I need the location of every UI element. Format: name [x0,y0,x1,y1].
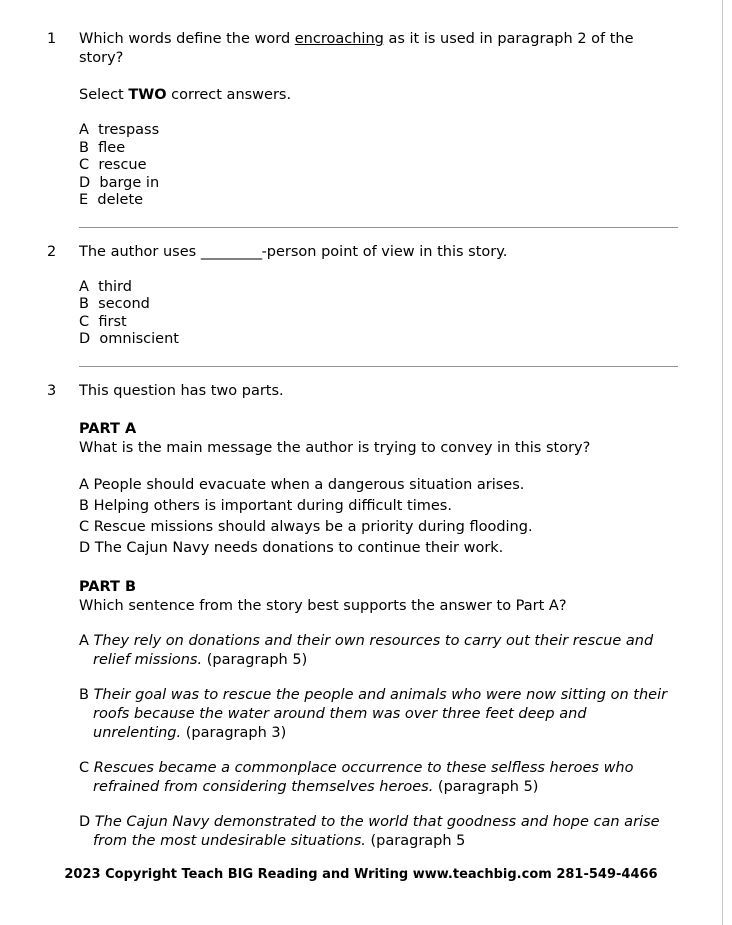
question-3 [44,382,678,851]
question-1-instruction-emphasis: TWO [128,87,167,103]
option-text: The Cajun Navy needs donations to continue their work. [94,539,504,556]
option-text: second [98,296,150,312]
part-a-option-c[interactable] [79,517,678,538]
question-2-options [79,279,678,349]
option-text: first [98,313,127,330]
part-a-option-b[interactable] [79,496,678,517]
question-1-stem [79,30,678,68]
spacer [44,228,678,243]
option-text: third [98,278,132,295]
option-text: omniscient [99,331,179,347]
question-2-option-c[interactable] [79,314,678,332]
question-2-stem-part2: -person point of view in this story. [261,243,508,260]
part-a-option-a[interactable] [79,475,678,496]
option-quote: They rely on donations and their own resources to carry out their rescue and relief missions. [93,632,654,668]
option-citation: (paragraph 5 [365,832,466,849]
option-letter: D [79,174,91,191]
spacer [44,367,678,382]
option-text: trespass [98,122,160,138]
question-1-options [79,122,678,210]
option-text: barge in [99,174,160,191]
option-letter: C [79,759,90,776]
option-citation: (paragraph 5) [202,651,308,668]
question-1-option-c[interactable] [79,157,678,175]
part-b-option-c[interactable] [79,759,678,797]
option-citation: (paragraph 5) [433,778,539,795]
option-letter: B [79,139,89,156]
option-quote: Their goal was to rescue the people and animals who were now sitting on their roofs because the water around them was over three feet deep and unrelenting. [93,686,668,741]
option-letter: B [79,497,89,514]
question-1-number: 1 [47,31,57,47]
part-a-prompt: What is the main message the author is trying to convey in this story? [79,439,591,456]
question-2-option-d[interactable] [79,331,678,349]
question-1-option-d[interactable] [79,175,678,193]
part-b-option-a[interactable] [79,632,678,670]
option-text: rescue [98,157,147,173]
option-citation: (paragraph 3) [181,724,287,741]
question-2-stem-part1: The author uses [79,243,201,260]
question-1-option-b[interactable] [79,140,678,158]
option-quote: Rescues became a commonplace occurrence to these selfless heroes who refrained from considering themselves heroes. [93,759,634,795]
option-letter: A [79,632,89,649]
question-3-number: 3 [47,382,57,399]
question-1-instruction-part1: Select [79,87,129,103]
option-letter: E [79,192,89,208]
option-letter: C [79,157,90,173]
question-2-fill-in-blank: _________ [200,243,262,260]
part-a-option-d[interactable] [79,538,678,559]
option-letter: C [79,518,90,535]
part-a-heading: PART A [79,420,137,437]
question-1-option-e[interactable] [79,192,678,210]
question-1-instruction [79,86,678,105]
option-letter: D [79,813,91,830]
question-1-instruction-part2: correct answers. [166,87,292,103]
option-text: Helping others is important during difficult times. [93,497,452,514]
page-edge-line [722,0,723,925]
question-2 [44,243,678,349]
part-b-option-b[interactable] [79,686,678,743]
question-1-vocab-term: encroaching [294,31,384,47]
question-3-stem: This question has two parts. [79,382,284,399]
option-text: People should evacuate when a dangerous situation arises. [93,476,525,493]
question-2-number: 2 [47,243,57,260]
option-letter: A [79,122,89,138]
part-a-options [79,475,678,559]
question-2-option-b[interactable] [79,296,678,314]
option-text: Rescue missions should always be a priority during flooding. [93,518,533,535]
part-b-option-d[interactable] [79,813,678,851]
question-2-option-a[interactable] [79,279,678,297]
option-letter: B [79,296,89,312]
option-letter: B [79,686,89,703]
question-1-stem-part2: as it is used in paragraph 2 of the story? [79,31,634,66]
option-letter: D [79,331,91,347]
part-b-options [79,632,678,851]
option-quote: The Cajun Navy demonstrated to the world that goodness and hope can arise from the most undesirable situations. [93,813,660,849]
part-b-prompt: Which sentence from the story best supports the answer to Part A? [79,597,567,614]
option-letter: C [79,313,90,330]
option-letter: D [79,539,91,556]
option-letter: A [79,476,89,493]
part-b-heading: PART B [79,578,137,595]
option-text: flee [98,139,126,156]
question-2-stem [79,243,678,262]
option-letter: A [79,278,89,295]
question-1 [44,30,678,210]
option-text: delete [97,192,144,208]
page-footer: 2023 Copyright Teach BIG Reading and Writing www.teachbig.com 281-549-4466 [64,867,658,882]
question-1-stem-part1: Which words define the word [79,31,295,47]
question-1-option-a[interactable] [79,122,678,140]
